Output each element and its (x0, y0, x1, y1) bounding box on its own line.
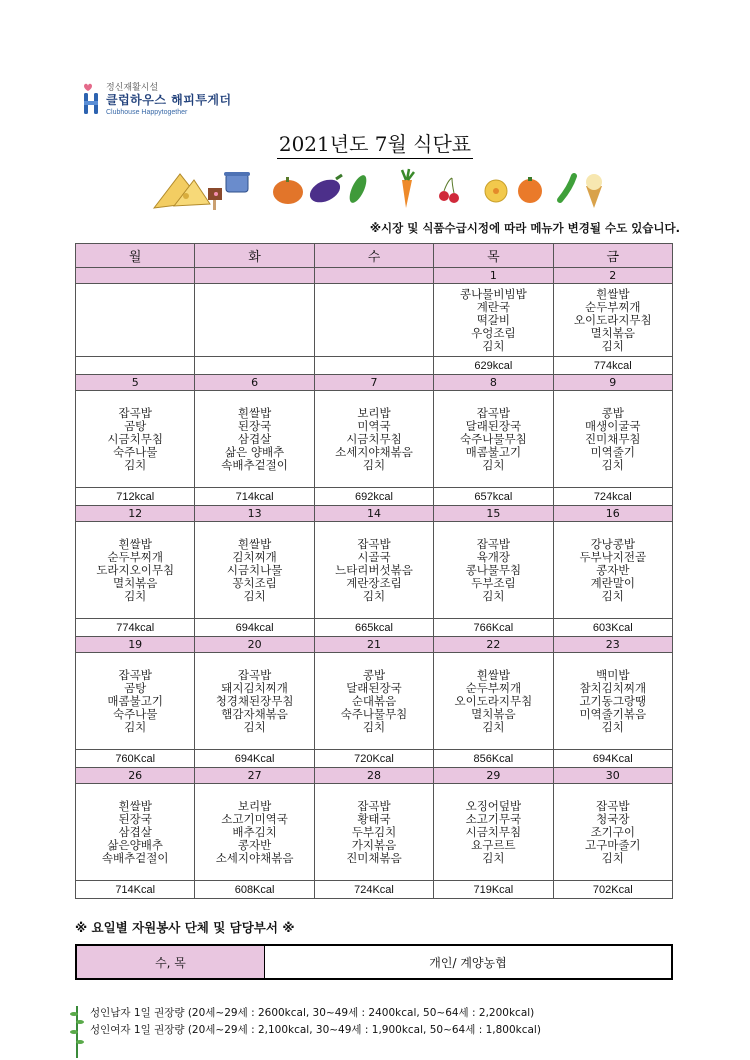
kcal-cell (76, 357, 195, 375)
page-title: 2021년도 7월 식단표 (0, 128, 750, 157)
male-recommended-intake: 성인남자 1일 권장량 (20세~29세 : 2600kcal, 30~49세 : 2400kcal, 50~64세 : 2,200kcal) (90, 1007, 535, 1019)
weekday-header: 목 (434, 244, 553, 268)
date-row (76, 637, 673, 653)
persimmon-icon (518, 177, 542, 203)
menu-items-row (76, 784, 673, 881)
logo (82, 80, 282, 122)
popsicle-icon (208, 188, 222, 210)
menu-items-cell (195, 284, 314, 357)
heart-h-logo-icon (82, 82, 102, 116)
kcal-row (76, 357, 673, 375)
plant-icon (70, 1000, 84, 1060)
kcal-cell: 694Kcal (195, 750, 314, 768)
kcal-cell (314, 357, 433, 375)
date-row (76, 268, 673, 284)
menu-items-cell (76, 284, 195, 357)
volunteer-table (75, 944, 673, 980)
date-cell: 20 (195, 637, 314, 653)
menu-items-cell: 잡곡밥 시골국 느타리버섯볶음 계란장조림 김치 (314, 522, 433, 619)
date-row (76, 375, 673, 391)
kcal-cell: 760Kcal (76, 750, 195, 768)
menu-items-row (76, 391, 673, 488)
menu-items-row (76, 653, 673, 750)
menu-items-cell: 콩나물비빔밥 계란국 떡갈비 우엉조림 김치 (434, 284, 553, 357)
menu-items-cell: 흰쌀밥 된장국 삼겹살 삶은 양배추 속배추겉절이 (195, 391, 314, 488)
menu-items-row (76, 284, 673, 357)
menu-items-cell: 잡곡밥 육개장 콩나물무침 두부조림 김치 (434, 522, 553, 619)
kcal-cell: 774kcal (553, 357, 672, 375)
menu-items-cell: 잡곡밥 돼지김치찌개 청경채된장무침 햄감자채볶음 김치 (195, 653, 314, 750)
meal-plan-table (75, 243, 673, 899)
kcal-cell: 719Kcal (434, 881, 553, 899)
weekday-header: 화 (195, 244, 314, 268)
kcal-cell: 603Kcal (553, 619, 672, 637)
weekday-header: 금 (553, 244, 672, 268)
menu-items-cell: 잡곡밥 청국장 조기구이 고구마줄기 김치 (553, 784, 672, 881)
cheese-icon (154, 174, 210, 208)
logo-english: Clubhouse Happytogether (106, 109, 188, 116)
menu-items-cell: 오징어덮밥 소고기무국 시금치무침 요구르트 김치 (434, 784, 553, 881)
kcal-row (76, 488, 673, 506)
apple-icon (485, 180, 507, 202)
pot-icon (224, 172, 250, 192)
date-cell: 19 (76, 637, 195, 653)
menu-items-cell: 보리밥 미역국 시금치무침 소세지야채볶음 김치 (314, 391, 433, 488)
weekday-header-row (76, 244, 673, 268)
date-cell: 5 (76, 375, 195, 391)
date-cell: 21 (314, 637, 433, 653)
date-cell: 8 (434, 375, 553, 391)
date-cell: 23 (553, 637, 672, 653)
kcal-cell: 657kcal (434, 488, 553, 506)
date-cell: 28 (314, 768, 433, 784)
female-recommended-intake: 성인여자 1일 권장량 (20세~29세 : 2,100kcal, 30~49세 : 1,900kcal, 50~64세 : 1,800kcal) (90, 1024, 541, 1036)
pepper-icon (560, 176, 574, 200)
carrot-icon (402, 169, 414, 208)
menu-items-cell: 백미밥 참치김치찌개 고기동그랑땡 미역줄기볶음 김치 (553, 653, 672, 750)
kcal-cell: 712kcal (76, 488, 195, 506)
date-row (76, 506, 673, 522)
date-row (76, 768, 673, 784)
kcal-cell: 856Kcal (434, 750, 553, 768)
date-cell (314, 268, 433, 284)
menu-items-cell: 흰쌀밥 순두부찌개 오이도라지무침 멸치볶음 김치 (553, 284, 672, 357)
date-cell: 30 (553, 768, 672, 784)
menu-items-cell: 잡곡밥 황태국 두부김치 가지볶음 진미채볶음 (314, 784, 433, 881)
date-cell: 29 (434, 768, 553, 784)
kcal-cell: 694Kcal (553, 750, 672, 768)
date-cell: 22 (434, 637, 553, 653)
menu-items-cell: 흰쌀밥 순두부찌개 오이도라지무침 멸치볶음 김치 (434, 653, 553, 750)
menu-items-cell (314, 284, 433, 357)
kcal-row (76, 619, 673, 637)
logo-subtitle: 정신재활시설 (106, 83, 159, 93)
menu-items-cell: 콩밥 매생이굴국 진미채무침 미역줄기 김치 (553, 391, 672, 488)
date-cell: 26 (76, 768, 195, 784)
menu-items-cell: 콩밥 달래된장국 순대볶음 숙주나물무침 김치 (314, 653, 433, 750)
weekday-header: 월 (76, 244, 195, 268)
kcal-cell: 608Kcal (195, 881, 314, 899)
kcal-cell: 724Kcal (314, 881, 433, 899)
kcal-cell: 774kcal (76, 619, 195, 637)
date-cell: 12 (76, 506, 195, 522)
kcal-cell: 724kcal (553, 488, 672, 506)
menu-items-cell: 강낭콩밥 두부낙지전골 콩자반 계란말이 김치 (553, 522, 672, 619)
volunteer-section-title: ※ 요일별 자원봉사 단체 및 담당부서 ※ (75, 920, 295, 935)
date-cell (76, 268, 195, 284)
date-cell: 6 (195, 375, 314, 391)
kcal-cell: 766Kcal (434, 619, 553, 637)
kcal-cell: 665kcal (314, 619, 433, 637)
logo-name: 클럽하우스 해피투게더 (106, 93, 232, 107)
kcal-row (76, 750, 673, 768)
food-illustrations (150, 164, 690, 214)
kcal-cell: 714kcal (195, 488, 314, 506)
weekday-header: 수 (314, 244, 433, 268)
menu-items-cell: 흰쌀밥 순두부찌개 도라지오이무침 멸치볶음 김치 (76, 522, 195, 619)
kcal-cell: 692kcal (314, 488, 433, 506)
kcal-cell: 629kcal (434, 357, 553, 375)
date-cell: 13 (195, 506, 314, 522)
kcal-cell: 702Kcal (553, 881, 672, 899)
menu-items-row (76, 522, 673, 619)
menu-items-cell: 보리밥 소고기미역국 배추김치 콩자반 소세지야채볶음 (195, 784, 314, 881)
eggplant-icon (306, 175, 343, 207)
menu-items-cell: 잡곡밥 곰탕 시금치무침 숙주나물 김치 (76, 391, 195, 488)
menu-items-cell: 흰쌀밥 김치찌개 시금치나물 꽁치조림 김치 (195, 522, 314, 619)
kcal-cell: 714Kcal (76, 881, 195, 899)
volunteer-group-cell: 개인/ 계양농협 (265, 945, 673, 979)
date-cell: 2 (553, 268, 672, 284)
menu-change-notice: ※시장 및 식품수급시정에 따라 메뉴가 변경될 수도 있습니다. (369, 221, 680, 235)
date-cell: 27 (195, 768, 314, 784)
pumpkin-icon (273, 177, 303, 204)
kcal-cell: 720Kcal (314, 750, 433, 768)
date-cell: 16 (553, 506, 672, 522)
ice-cream-icon (586, 174, 602, 208)
date-cell: 14 (314, 506, 433, 522)
menu-items-cell: 잡곡밥 곰탕 매콤불고기 숙주나물 김치 (76, 653, 195, 750)
volunteer-day-cell: 수, 목 (76, 945, 265, 979)
date-cell: 9 (553, 375, 672, 391)
cucumber-icon (346, 173, 370, 205)
kcal-cell: 694kcal (195, 619, 314, 637)
date-cell (195, 268, 314, 284)
cherry-icon (439, 178, 459, 203)
kcal-row (76, 881, 673, 899)
date-cell: 15 (434, 506, 553, 522)
menu-items-cell: 흰쌀밥 된장국 삼겹살 삶은양배추 속배추겉절이 (76, 784, 195, 881)
date-cell: 1 (434, 268, 553, 284)
date-cell: 7 (314, 375, 433, 391)
menu-items-cell: 잡곡밥 달래된장국 숙주나물무침 매콤불고기 김치 (434, 391, 553, 488)
kcal-cell (195, 357, 314, 375)
